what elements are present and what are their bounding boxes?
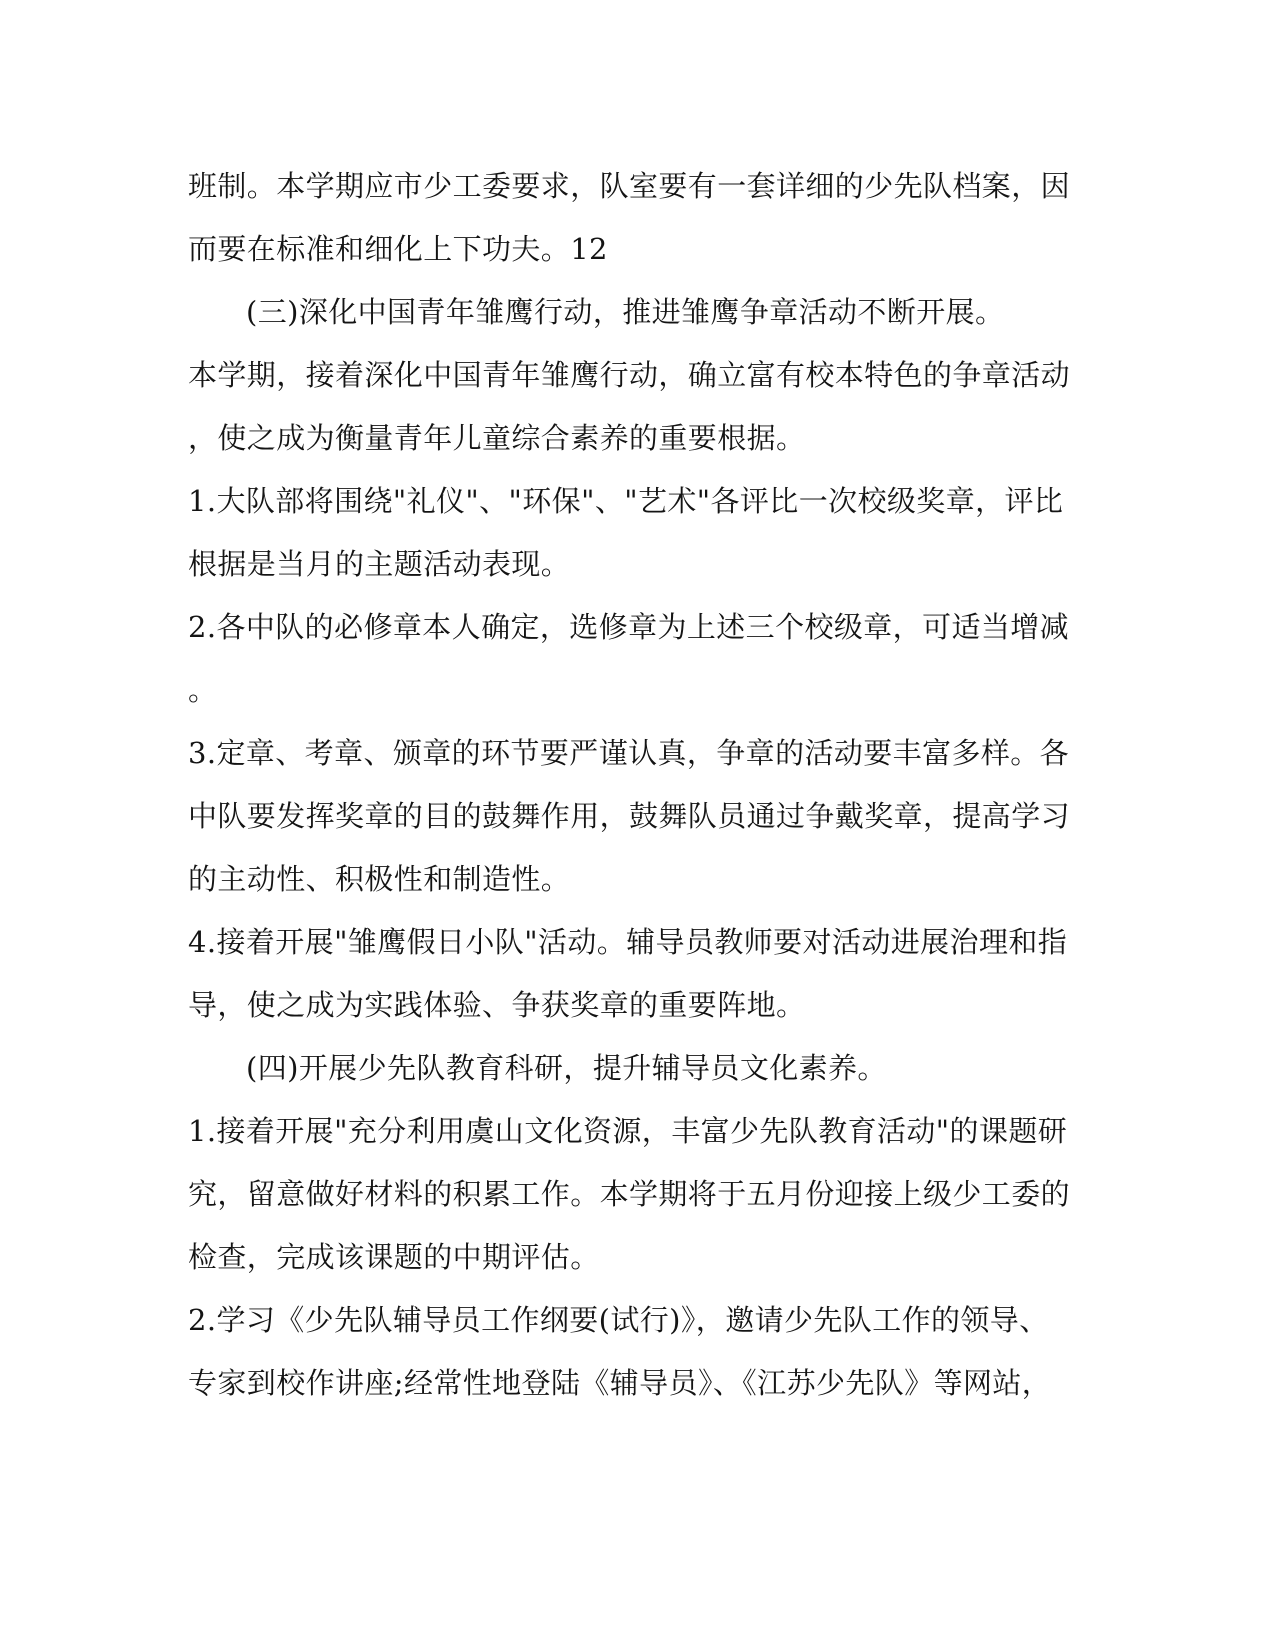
list-item: 2.各中队的必修章本人确定，选修章为上述三个校级章，可适当增减 [188, 610, 1070, 644]
text-line: 专家到校作讲座;经常性地登陆《辅导员》、《江苏少先队》等网站， [188, 1366, 1052, 1400]
text-line: 根据是当月的主题活动表现。 [188, 547, 571, 581]
text-line: 检查，完成该课题的中期评估。 [188, 1240, 600, 1274]
list-item: 3.定章、考章、颁章的环节要严谨认真，争章的活动要丰富多样。各 [188, 736, 1070, 770]
text-line: 中队要发挥奖章的目的鼓舞作用，鼓舞队员通过争戴奖章，提高学习 [188, 799, 1071, 833]
text-line: 而要在标准和细化上下功夫。12 [188, 232, 608, 266]
list-item: 2.学习《少先队辅导员工作纲要(试行)》，邀请少先队工作的领导、 [188, 1303, 1049, 1337]
text-line: 导，使之成为实践体验、争获奖章的重要阵地。 [188, 988, 806, 1022]
list-item: 4.接着开展"雏鹰假日小队"活动。辅导员教师要对活动进展治理和指 [188, 925, 1068, 959]
list-item: 1.接着开展"充分利用虞山文化资源，丰富少先队教育活动"的课题研 [188, 1114, 1068, 1148]
text-line: 究，留意做好材料的积累工作。本学期将于五月份迎接上级少工委的 [188, 1177, 1071, 1211]
text-line: 本学期，接着深化中国青年雏鹰行动，确立富有校本特色的争章活动 [188, 358, 1071, 392]
text-line: ，使之成为衡量青年儿童综合素养的重要根据。 [188, 421, 806, 455]
text-line: 班制。本学期应市少工委要求，队室要有一套详细的少先队档案，因 [188, 169, 1071, 203]
text-line: 。 [188, 673, 218, 707]
text-line: 的主动性、积极性和制造性。 [188, 862, 571, 896]
section-heading: (四)开展少先队教育科研，提升辅导员文化素养。 [246, 1051, 887, 1085]
section-heading: (三)深化中国青年雏鹰行动，推进雏鹰争章活动不断开展。 [246, 295, 1005, 329]
list-item: 1.大队部将围绕"礼仪"、"环保"、"艺术"各评比一次校级奖章，评比 [188, 484, 1064, 518]
